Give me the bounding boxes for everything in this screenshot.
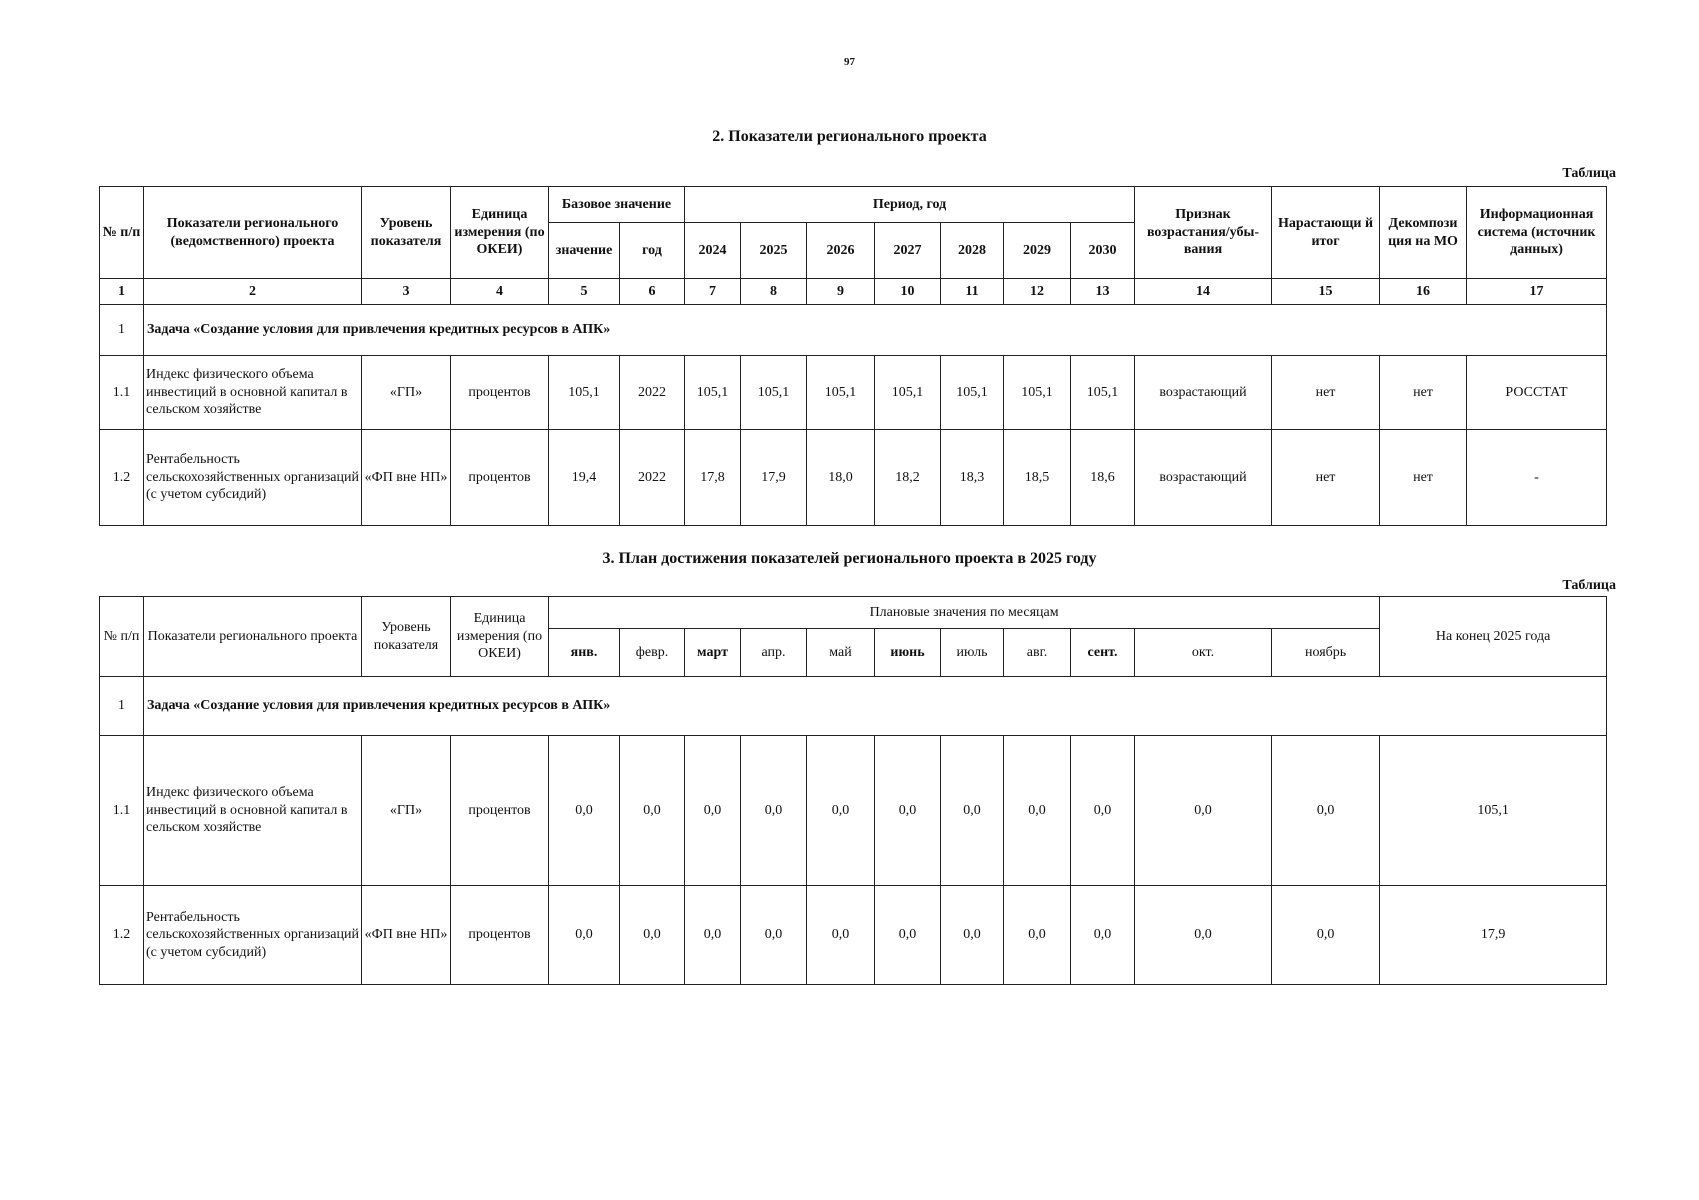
header-month: авг. <box>1004 629 1071 677</box>
column-number: 13 <box>1071 279 1135 305</box>
column-number: 8 <box>741 279 807 305</box>
header-year: 2024 <box>685 223 741 279</box>
header-month: сент. <box>1071 629 1135 677</box>
header-year: 2028 <box>941 223 1004 279</box>
row-infosystem: РОССТАТ <box>1467 356 1607 430</box>
header-num: № п/п <box>100 187 144 279</box>
row-year-value: 17,8 <box>685 430 741 526</box>
table-row <box>100 886 1607 985</box>
row-month-value: 0,0 <box>1135 736 1272 886</box>
header-year: 2029 <box>1004 223 1071 279</box>
column-number: 6 <box>620 279 685 305</box>
row-num: 1.2 <box>100 886 144 985</box>
table-row <box>100 356 1607 430</box>
column-number: 11 <box>941 279 1004 305</box>
row-year-end: 17,9 <box>1380 886 1607 985</box>
section-3-caption: Таблица <box>1562 578 1616 593</box>
column-number: 14 <box>1135 279 1272 305</box>
task-text: Задача «Создание условия для привлечения кредитных ресурсов в АПК» <box>144 677 1607 736</box>
column-number: 1 <box>100 279 144 305</box>
header-level: Уровень показателя <box>362 597 451 677</box>
header-unit: Единица измерения (по ОКЕИ) <box>451 187 549 279</box>
row-month-value: 0,0 <box>941 886 1004 985</box>
task-text: Задача «Создание условия для привлечения кредитных ресурсов в АПК» <box>144 305 1607 356</box>
row-decomposition: нет <box>1380 356 1467 430</box>
table-row <box>100 430 1607 526</box>
indicators-table <box>99 186 1607 526</box>
header-base-value: значение <box>549 223 620 279</box>
row-level: «ФП вне НП» <box>362 430 451 526</box>
header-year: 2026 <box>807 223 875 279</box>
header-year: 2030 <box>1071 223 1135 279</box>
row-base-value: 19,4 <box>549 430 620 526</box>
header-month: июнь <box>875 629 941 677</box>
header-month: ноябрь <box>1272 629 1380 677</box>
row-base-value: 105,1 <box>549 356 620 430</box>
row-indicator: Рентабельность сельскохозяйственных организаций (с учетом субсидий) <box>144 430 362 526</box>
row-base-year: 2022 <box>620 356 685 430</box>
row-month-value: 0,0 <box>549 736 620 886</box>
header-trend: Признак возрастания/убы-вания <box>1135 187 1272 279</box>
row-num: 1.1 <box>100 356 144 430</box>
row-year-value: 105,1 <box>807 356 875 430</box>
header-base: Базовое значение <box>549 187 685 223</box>
row-month-value: 0,0 <box>741 736 807 886</box>
column-number: 9 <box>807 279 875 305</box>
row-indicator: Рентабельность сельскохозяйственных организаций (с учетом субсидий) <box>144 886 362 985</box>
task-row <box>100 305 1607 356</box>
row-num: 1.2 <box>100 430 144 526</box>
header-month: апр. <box>741 629 807 677</box>
column-number: 2 <box>144 279 362 305</box>
row-year-end: 105,1 <box>1380 736 1607 886</box>
row-base-year: 2022 <box>620 430 685 526</box>
row-year-value: 105,1 <box>741 356 807 430</box>
row-month-value: 0,0 <box>875 736 941 886</box>
row-month-value: 0,0 <box>685 736 741 886</box>
row-indicator: Индекс физического объема инвестиций в основной капитал в сельском хозяйстве <box>144 356 362 430</box>
row-month-value: 0,0 <box>741 886 807 985</box>
row-month-value: 0,0 <box>685 886 741 985</box>
row-year-value: 18,3 <box>941 430 1004 526</box>
row-month-value: 0,0 <box>1004 886 1071 985</box>
header-indicator: Показатели регионального (ведомственного) проекта <box>144 187 362 279</box>
header-num: № п/п <box>100 597 144 677</box>
header-cumulative: Нарастающи й итог <box>1272 187 1380 279</box>
column-numbers-row <box>100 279 1607 305</box>
row-month-value: 0,0 <box>807 886 875 985</box>
column-number: 10 <box>875 279 941 305</box>
row-cumulative: нет <box>1272 356 1380 430</box>
row-year-value: 18,0 <box>807 430 875 526</box>
table-row <box>100 736 1607 886</box>
row-level: «ГП» <box>362 736 451 886</box>
row-month-value: 0,0 <box>549 886 620 985</box>
row-cumulative: нет <box>1272 430 1380 526</box>
row-year-value: 105,1 <box>1004 356 1071 430</box>
row-month-value: 0,0 <box>941 736 1004 886</box>
row-month-value: 0,0 <box>1004 736 1071 886</box>
header-monthly: Плановые значения по месяцам <box>549 597 1380 629</box>
header-year: 2027 <box>875 223 941 279</box>
header-month: февр. <box>620 629 685 677</box>
row-level: «ГП» <box>362 356 451 430</box>
column-number: 5 <box>549 279 620 305</box>
column-number: 16 <box>1380 279 1467 305</box>
page-number: 97 <box>844 56 855 68</box>
header-period: Период, год <box>685 187 1135 223</box>
row-year-value: 105,1 <box>941 356 1004 430</box>
row-year-value: 105,1 <box>1071 356 1135 430</box>
column-number: 12 <box>1004 279 1071 305</box>
row-trend: возрастающий <box>1135 356 1272 430</box>
row-decomposition: нет <box>1380 430 1467 526</box>
header-infosystem: Информационная система (источник данных) <box>1467 187 1607 279</box>
task-row <box>100 677 1607 736</box>
header-row-1 <box>100 187 1607 223</box>
task-num: 1 <box>100 305 144 356</box>
row-trend: возрастающий <box>1135 430 1272 526</box>
column-number: 7 <box>685 279 741 305</box>
row-month-value: 0,0 <box>1272 736 1380 886</box>
column-number: 3 <box>362 279 451 305</box>
row-month-value: 0,0 <box>620 736 685 886</box>
row-month-value: 0,0 <box>1272 886 1380 985</box>
row-month-value: 0,0 <box>807 736 875 886</box>
column-number: 15 <box>1272 279 1380 305</box>
row-year-value: 18,5 <box>1004 430 1071 526</box>
header-decomposition: Декомпози ция на МО <box>1380 187 1467 279</box>
row-unit: процентов <box>451 886 549 985</box>
row-year-value: 105,1 <box>875 356 941 430</box>
row-infosystem: - <box>1467 430 1607 526</box>
row-month-value: 0,0 <box>620 886 685 985</box>
row-year-value: 105,1 <box>685 356 741 430</box>
row-indicator: Индекс физического объема инвестиций в основной капитал в сельском хозяйстве <box>144 736 362 886</box>
header-month: май <box>807 629 875 677</box>
header-indicator: Показатели регионального проекта <box>144 597 362 677</box>
row-unit: процентов <box>451 736 549 886</box>
row-level: «ФП вне НП» <box>362 886 451 985</box>
section-2-caption: Таблица <box>1562 166 1616 181</box>
header-level: Уровень показателя <box>362 187 451 279</box>
column-number: 17 <box>1467 279 1607 305</box>
row-month-value: 0,0 <box>1135 886 1272 985</box>
header-month: июль <box>941 629 1004 677</box>
task-num: 1 <box>100 677 144 736</box>
plan-table <box>99 596 1607 985</box>
header-year-end: На конец 2025 года <box>1380 597 1607 677</box>
row-month-value: 0,0 <box>1071 886 1135 985</box>
row-unit: процентов <box>451 356 549 430</box>
header-base-year: год <box>620 223 685 279</box>
row-month-value: 0,0 <box>875 886 941 985</box>
section-2-title: 2. Показатели регионального проекта <box>712 128 987 145</box>
row-unit: процентов <box>451 430 549 526</box>
row-month-value: 0,0 <box>1071 736 1135 886</box>
row-year-value: 18,2 <box>875 430 941 526</box>
section-3-title: 3. План достижения показателей регионального проекта в 2025 году <box>602 550 1097 567</box>
header-row-1 <box>100 597 1607 629</box>
header-month: окт. <box>1135 629 1272 677</box>
row-num: 1.1 <box>100 736 144 886</box>
row-year-value: 17,9 <box>741 430 807 526</box>
header-month: март <box>685 629 741 677</box>
header-month: янв. <box>549 629 620 677</box>
header-unit: Единица измерения (по ОКЕИ) <box>451 597 549 677</box>
header-year: 2025 <box>741 223 807 279</box>
row-year-value: 18,6 <box>1071 430 1135 526</box>
column-number: 4 <box>451 279 549 305</box>
